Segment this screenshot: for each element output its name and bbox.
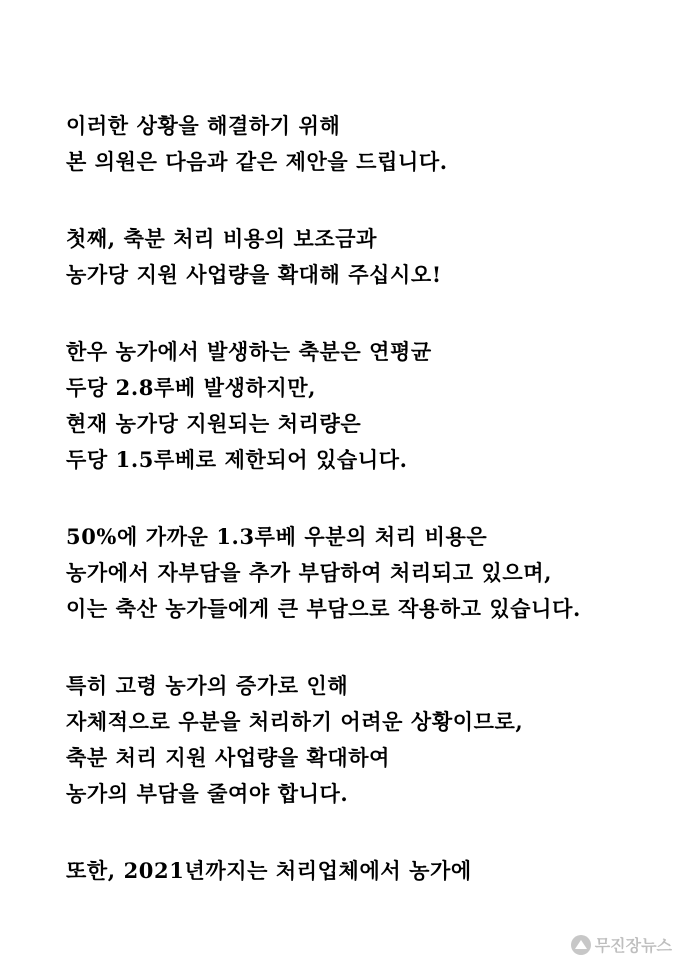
paragraph-3 <box>66 334 656 478</box>
paragraph-4 <box>66 519 656 627</box>
text-line: 이는 축산 농가들에게 큰 부담으로 작용하고 있습니다. <box>66 596 581 621</box>
watermark-text: 무진장뉴스 <box>594 936 672 955</box>
paragraph-2 <box>66 221 656 293</box>
text-line: 50%에 가까운 1.3루베 우분의 처리 비용은 <box>66 524 488 549</box>
text-line: 두당 1.5루베로 제한되어 있습니다. <box>66 447 408 472</box>
paragraph-5 <box>66 668 656 812</box>
text-line: 두당 2.8루베 발생하지만, <box>66 375 317 400</box>
text-line: 첫째, 축분 처리 비용의 보조금과 <box>66 226 378 251</box>
paragraph-1 <box>66 108 656 180</box>
watermark <box>571 933 672 956</box>
text-line: 본 의원은 다음과 같은 제안을 드립니다. <box>66 149 448 174</box>
text-line: 또한, 2021년까지는 처리업체에서 농가에 <box>66 858 472 883</box>
mountain-logo-icon <box>571 935 591 955</box>
document-body <box>66 108 656 930</box>
text-line: 축분 처리 지원 사업량을 확대하여 <box>66 745 391 770</box>
paragraph-6 <box>66 853 656 889</box>
text-line: 농가에서 자부담을 추가 부담하여 처리되고 있으며, <box>66 560 553 585</box>
text-line: 한우 농가에서 발생하는 축분은 연평균 <box>66 339 432 364</box>
text-line: 농가의 부담을 줄여야 합니다. <box>66 781 349 806</box>
text-line: 현재 농가당 지원되는 처리량은 <box>66 411 362 436</box>
text-line: 농가당 지원 사업량을 확대해 주십시오! <box>66 262 442 287</box>
text-line: 특히 고령 농가의 증가로 인해 <box>66 673 349 698</box>
text-line: 이러한 상황을 해결하기 위해 <box>66 113 341 138</box>
text-line: 자체적으로 우분을 처리하기 어려운 상황이므로, <box>66 709 524 734</box>
